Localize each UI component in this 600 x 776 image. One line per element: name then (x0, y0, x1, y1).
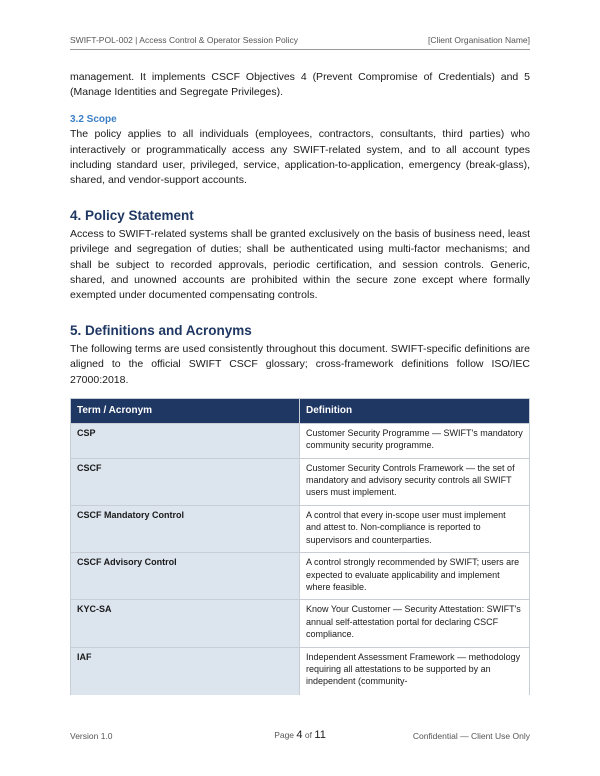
column-header-definition: Definition (300, 398, 530, 423)
table-row (71, 600, 530, 647)
table-header-row (71, 398, 530, 423)
intro-paragraph: management. It implements CSCF Objectives 4 (Prevent Compromise of Credentials) and 5 (Manage Identities and Segregate Privileges). (70, 71, 530, 99)
term-cell: IAF (71, 647, 300, 695)
scope-paragraph: The policy applies to all individuals (employees, contractors, consultants, third parties) who interactively or programmatically access any SWIFT-related system, and to all account types including standard user, privileged, service, application-to-application, emergency (break-glass), shared, and vendor-support accounts. (70, 128, 530, 187)
definition-cell: Customer Security Programme — SWIFT's mandatory community security programme. (300, 423, 530, 458)
term-cell: CSCF (71, 458, 300, 505)
column-header-term: Term / Acronym (71, 398, 300, 423)
table-row (71, 505, 530, 552)
footer-confidentiality: Confidential — Client Use Only (412, 731, 530, 741)
page-of-label: of (304, 730, 313, 740)
header-document-title: SWIFT-POL-002 | Access Control & Operator Session Policy (70, 35, 299, 45)
table-row (71, 553, 530, 600)
definition-cell: Customer Security Controls Framework — the set of mandatory and advisory security controls all SWIFT users must implement. (300, 458, 530, 505)
policy-statement-paragraph: Access to SWIFT-related systems shall be granted exclusively on the basis of business need, least privilege and segregation of duties; shall be authenticated using multi-factor mechanisms; and shall be subject to recorded approvals, periodic certification, and session controls. Generic, shared, and unowned accounts are prohibited within the secure zone except where formally exempted under documented compensating controls. (70, 228, 530, 302)
term-cell: CSCF Advisory Control (71, 553, 300, 600)
definitions-table (70, 398, 530, 695)
table-row (71, 423, 530, 458)
definitions-paragraph: The following terms are used consistently throughout this document. SWIFT-specific definitions are aligned to the official SWIFT CSCF glossary; cross-framework definitions follow ISO/IEC 27000:2018. (70, 343, 530, 386)
definition-cell: A control strongly recommended by SWIFT; users are expected to evaluate applicability and implement where feasible. (300, 553, 530, 600)
term-cell: KYC-SA (71, 600, 300, 647)
definition-cell: Independent Assessment Framework — methodology requiring all attestations to be supported by an independent (community- (300, 647, 530, 695)
term-cell: CSP (71, 423, 300, 458)
definition-cell: A control that every in-scope user must implement and attest to. Non-compliance is reported to supervisors and counterparties. (300, 505, 530, 552)
policy-statement-heading: 4. Policy Statement (70, 208, 194, 224)
table-row (71, 458, 530, 505)
footer-version: Version 1.0 (70, 731, 113, 741)
scope-heading: 3.2 Scope (70, 114, 117, 126)
page-header (70, 31, 530, 50)
page-footer (70, 730, 530, 744)
page-total: 11 (314, 729, 326, 741)
definition-cell: Know Your Customer — Security Attestation: SWIFT's annual self-attestation portal for declaring CSCF compliance. (300, 600, 530, 647)
page-current: 4 (296, 729, 303, 741)
page-content (70, 70, 530, 695)
page-label: Page (274, 730, 295, 740)
table-row (71, 647, 530, 695)
definitions-heading: 5. Definitions and Acronyms (70, 323, 252, 339)
header-client-name: [Client Organisation Name] (427, 35, 530, 45)
term-cell: CSCF Mandatory Control (71, 505, 300, 552)
